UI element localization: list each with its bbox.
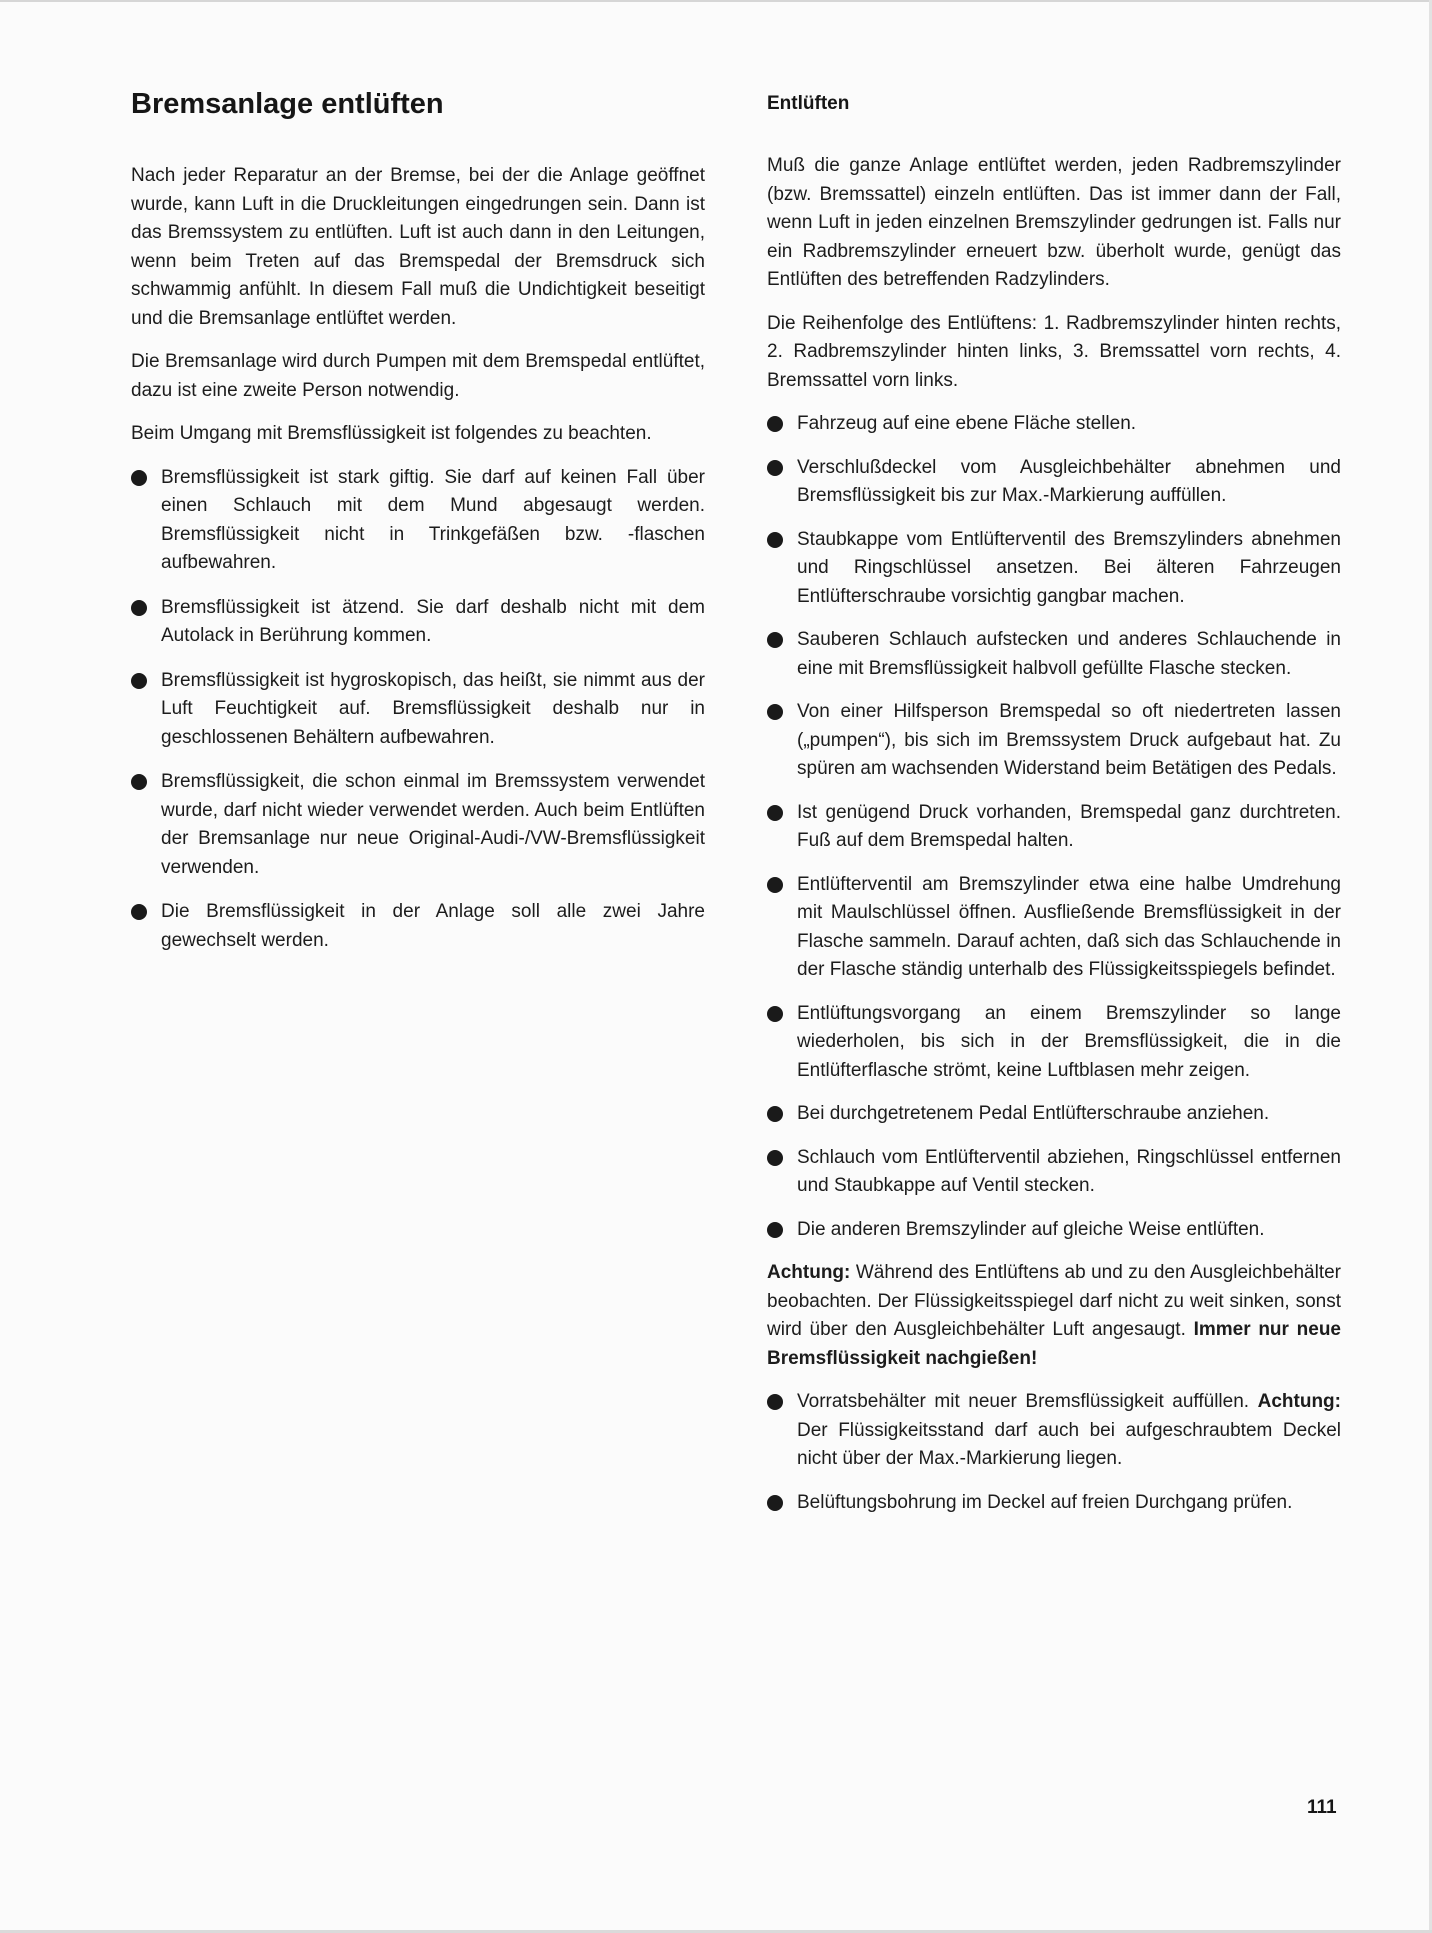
bullet-icon	[131, 774, 147, 790]
list-item	[767, 410, 1341, 439]
bullet-icon	[131, 470, 147, 486]
bullet-icon	[767, 1006, 783, 1022]
page-edge-top	[0, 0, 1432, 2]
bullet-icon	[767, 416, 783, 432]
list-item-text: Die anderen Bremszylinder auf gleiche Weise entlüften.	[797, 1218, 1265, 1240]
bleeding-order-paragraph: Die Reihenfolge des Entlüftens: 1. Radbremszylinder hinten rechts, 2. Radbremszylinder hinten links, 3. Bremssattel vorn rechts, 4. Bremssattel vorn links.	[767, 312, 1341, 391]
bullet-icon	[767, 1106, 783, 1122]
bullet-icon	[767, 1394, 783, 1410]
bleeding-intro-paragraph: Muß die ganze Anlage entlüftet werden, jeden Radbremszylinder (bzw. Bremssattel) einzeln entlüften. Das ist immer dann der Fall, wenn Luft in jeden einzelnen Bremszylinder gedrungen ist. Falls nur ein Radbremszylinder erneuert bzw. überholt wurde, genügt das Entlüften des betreffenden Radzylinders.	[767, 155, 1341, 290]
bullet-icon	[767, 805, 783, 821]
final-steps-list	[767, 1388, 1341, 1517]
list-item-text: Vorratsbehälter mit neuer Bremsflüssigkeit auffüllen.	[797, 1391, 1258, 1412]
list-item	[767, 526, 1341, 612]
caution-text: Während des Entlüftens ab und zu den Ausgleichbehälter beobachten. Der Flüssigkeitsspiegel darf nicht zu weit sinken, sonst wird über den Ausgleichbehälter Luft angesaugt.	[767, 1262, 1341, 1340]
left-column	[131, 86, 705, 971]
list-item	[767, 871, 1341, 985]
bullet-icon	[767, 632, 783, 648]
bullet-icon	[767, 1222, 783, 1238]
list-item-text: Bremsflüssigkeit ist ätzend. Sie darf deshalb nicht mit dem Autolack in Berührung kommen.	[161, 596, 705, 646]
list-item-text: Der Flüssigkeitsstand darf auch bei aufgeschraubtem Deckel nicht über der Max.-Markierung liegen.	[797, 1419, 1341, 1469]
bullet-icon	[767, 460, 783, 476]
list-item	[767, 799, 1341, 856]
list-item-text: Fahrzeug auf eine ebene Fläche stellen.	[797, 413, 1137, 434]
intro-paragraph: Nach jeder Reparatur an der Bremse, bei der die Anlage geöffnet wurde, kann Luft in die Druckleitungen eingedrungen sein. Dann ist das Bremssystem zu entlüften. Luft ist auch dann in den Leitungen, wenn beim Treten auf das Bremspedal der Bremsdruck sich schwammig anfühlt. In diesem Fall muß die Undichtigkeit beseitigt und die Bremsanlage entlüftet werden.	[131, 165, 705, 329]
caution-intro-paragraph: Beim Umgang mit Bremsflüssigkeit ist folgendes zu beachten.	[131, 423, 652, 444]
list-item-text: Bremsflüssigkeit, die schon einmal im Bremssystem verwendet wurde, darf nicht wieder verwendet werden. Auch beim Entlüften der Bremsanlage nur neue Original-Audi-/VW-Bremsflüssigkeit verwenden.	[161, 771, 705, 878]
list-item	[767, 1000, 1341, 1086]
list-item-text: Ist genügend Druck vorhanden, Bremspedal ganz durchtreten. Fuß auf dem Bremspedal halten.	[797, 801, 1341, 851]
right-column	[767, 86, 1341, 1532]
bullet-icon	[767, 532, 783, 548]
list-item-text: Entlüftungsvorgang an einem Bremszylinder so lange wiederholen, bis sich in der Bremsflüssigkeit, die in die Entlüfterflasche strömt, keine Luftblasen mehr zeigen.	[797, 1002, 1341, 1081]
caution-note	[767, 1259, 1341, 1373]
caution-label: Achtung:	[1257, 1391, 1341, 1412]
list-item-text: Sauberen Schlauch aufstecken und anderes Schlauchende in eine mit Bremsflüssigkeit halbvoll gefüllte Flasche stecken.	[797, 629, 1341, 679]
list-item-text: Die Bremsflüssigkeit in der Anlage soll alle zwei Jahre gewechselt werden.	[161, 901, 705, 951]
brake-fluid-warnings-list	[131, 464, 705, 956]
caution-label: Achtung:	[767, 1262, 851, 1283]
page-title: Bremsanlage entlüften	[131, 88, 444, 120]
bullet-icon	[131, 600, 147, 616]
list-item	[767, 1144, 1341, 1201]
bullet-icon	[767, 704, 783, 720]
bleeding-steps-list	[767, 410, 1341, 1244]
list-item	[131, 898, 705, 955]
bullet-icon	[767, 877, 783, 893]
list-item	[131, 667, 705, 753]
list-item-text: Verschlußdeckel vom Ausgleichbehälter abnehmen und Bremsflüssigkeit bis zur Max.-Markierung auffüllen.	[797, 456, 1341, 506]
caution-emphasis: Immer nur neue Bremsflüssigkeit nachgießen!	[767, 1319, 1341, 1369]
list-item-text: Entlüfterventil am Bremszylinder etwa eine halbe Umdrehung mit Maulschlüssel öffnen. Ausfließende Bremsflüssigkeit in der Flasche sammeln. Darauf achten, daß sich das Schlauchende in der Flasche ständig unterhalb des Flüssigkeitsspiegels befindet.	[797, 873, 1341, 980]
list-item-text: Bei durchgetretenem Pedal Entlüfterschraube anziehen.	[797, 1103, 1270, 1124]
procedure-paragraph: Die Bremsanlage wird durch Pumpen mit dem Bremspedal entlüftet, dazu ist eine zweite Person notwendig.	[131, 351, 705, 401]
list-item	[767, 698, 1341, 784]
bullet-icon	[131, 673, 147, 689]
list-item	[767, 626, 1341, 683]
bullet-icon	[767, 1495, 783, 1511]
list-item	[767, 1100, 1341, 1129]
list-item	[767, 1216, 1341, 1245]
page-number: 111	[1307, 1797, 1337, 1818]
list-item	[767, 1489, 1341, 1518]
list-item	[131, 464, 705, 578]
list-item	[131, 594, 705, 651]
list-item-text: Bremsflüssigkeit ist stark giftig. Sie darf auf keinen Fall über einen Schlauch mit dem Mund abgesaugt werden. Bremsflüssigkeit nicht in Trinkgefäßen bzw. -flaschen aufbewahren.	[161, 466, 705, 573]
section-title: Entlüften	[767, 93, 850, 114]
list-item-text: Belüftungsbohrung im Deckel auf freien Durchgang prüfen.	[797, 1491, 1293, 1513]
list-item-text: Schlauch vom Entlüfterventil abziehen, Ringschlüssel entfernen und Staubkappe auf Ventil stecken.	[797, 1146, 1341, 1196]
list-item	[767, 1388, 1341, 1474]
list-item-text: Von einer Hilfsperson Bremspedal so oft niedertreten lassen („pumpen“), bis sich im Bremssystem Druck aufgebaut hat. Zu spüren am wachsenden Widerstand beim Betätigen des Pedals.	[797, 701, 1341, 779]
list-item-text: Bremsflüssigkeit ist hygroskopisch, das heißt, sie nimmt aus der Luft Feuchtigkeit auf. Bremsflüssigkeit deshalb nur in geschlossenen Behältern aufbewahren.	[161, 669, 705, 748]
bullet-icon	[767, 1150, 783, 1166]
list-item	[767, 454, 1341, 511]
bullet-icon	[131, 904, 147, 920]
list-item-text: Staubkappe vom Entlüfterventil des Bremszylinders abnehmen und Ringschlüssel ansetzen. Bei älteren Fahrzeugen Entlüfterschraube vorsichtig gangbar machen.	[797, 528, 1341, 607]
list-item	[131, 768, 705, 882]
